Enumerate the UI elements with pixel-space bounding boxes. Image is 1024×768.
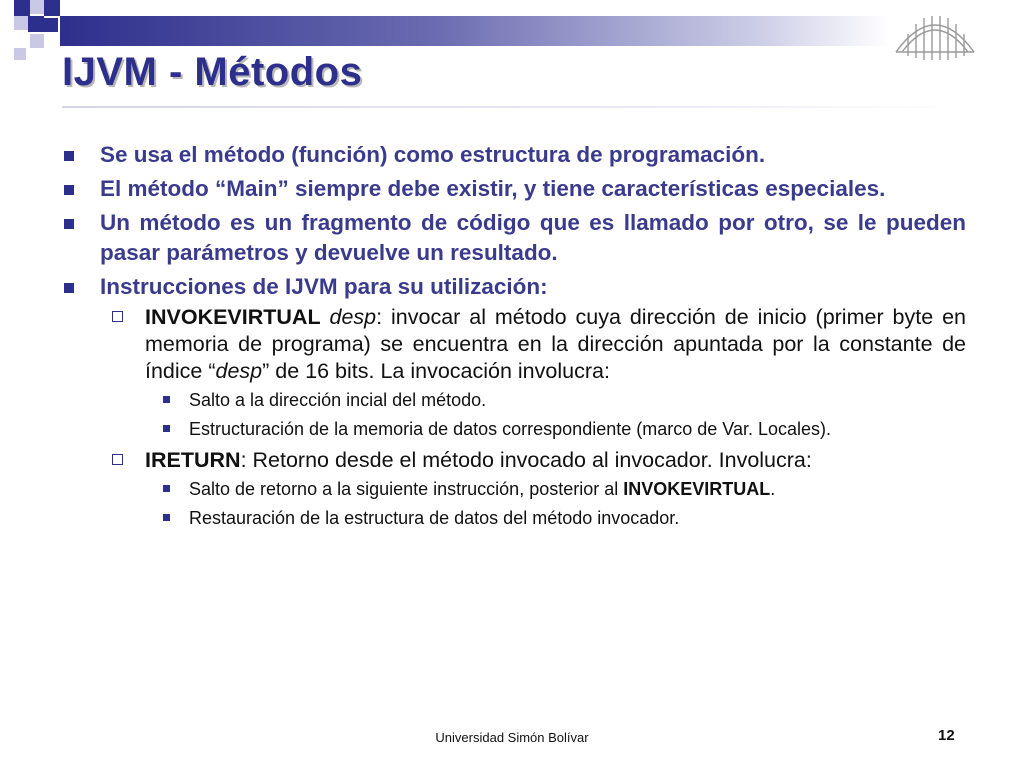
bullet-item [62, 174, 966, 204]
small-square-bullet-icon [163, 514, 170, 521]
instruction-item-invokevirtual [62, 304, 966, 440]
main-bullet-list [62, 140, 966, 536]
sub-item-text: Estructuración de la memoria de datos correspondiente (marco de Var. Locales). [189, 419, 831, 439]
invokevirtual-subitems [62, 389, 966, 440]
corner-square-2 [30, 0, 44, 14]
instruction-keyword: INVOKEVIRTUAL [145, 305, 321, 329]
instruction-item-ireturn [62, 447, 966, 529]
page-number: 12 [938, 727, 955, 744]
bullet-item [62, 140, 966, 170]
instruction-keyword: IRETURN [145, 448, 241, 472]
bullet-text: Un método es un fragmento de código que es llamado por otro, se le pueden pasar parámetros y devuelve un resultado. [100, 210, 966, 265]
sub-item [62, 478, 966, 500]
bullet-item [62, 272, 966, 529]
bullet-text: Instrucciones de IJVM para su utilización: [100, 274, 548, 299]
instruction-param: desp [329, 305, 377, 329]
instruction-param-inline: desp [215, 359, 263, 383]
bullet-item [62, 208, 966, 268]
sub-item [62, 507, 966, 529]
corner-square-6 [44, 18, 58, 32]
corner-square-4 [14, 16, 28, 30]
sub-item-text-end: . [770, 479, 776, 499]
ireturn-subitems [62, 478, 966, 529]
corner-square-5 [28, 16, 44, 32]
hollow-square-bullet-icon [112, 311, 123, 322]
corner-square-7 [30, 34, 44, 48]
sub-item [62, 389, 966, 411]
square-bullet-icon [64, 151, 74, 161]
sub-item-text: Salto a la dirección incial del método. [189, 390, 487, 410]
sub-item-keyword: INVOKEVIRTUAL [623, 479, 771, 499]
bullet-text: Se usa el método (función) como estructura de programación. [100, 142, 766, 167]
square-bullet-icon [64, 219, 74, 229]
corner-square-1 [14, 0, 30, 16]
square-bullet-icon [64, 185, 74, 195]
small-square-bullet-icon [163, 425, 170, 432]
sub-item-text: Salto de retorno a la siguiente instrucción, posterior al [189, 479, 624, 499]
footer-institution: Universidad Simón Bolívar [435, 730, 589, 745]
instruction-list [62, 304, 966, 529]
hollow-square-bullet-icon [112, 454, 123, 465]
instruction-text-end: ” de 16 bits. La invocación involucra: [262, 359, 610, 383]
square-bullet-icon [64, 283, 74, 293]
sub-item [62, 418, 966, 440]
header-gradient-bar [60, 16, 890, 46]
title-underline [62, 106, 962, 108]
usb-dome-logo-icon [890, 4, 980, 68]
instruction-text: : invocar al método cuya dirección de inicio (primer byte en memoria de programa) se encuentra en la dirección apuntada por la constante de índice “ [145, 305, 966, 383]
corner-square-3 [44, 0, 60, 16]
sub-item-text: Restauración de la estructura de datos del método invocador. [189, 508, 680, 528]
instruction-text: : Retorno desde el método invocado al invocador. Involucra: [240, 448, 812, 472]
bullet-text: El método “Main” siempre debe existir, y tiene características especiales. [100, 176, 886, 201]
corner-square-8 [14, 48, 26, 60]
slide-title: IJVM - Métodos [62, 50, 363, 94]
small-square-bullet-icon [163, 396, 170, 403]
small-square-bullet-icon [163, 485, 170, 492]
